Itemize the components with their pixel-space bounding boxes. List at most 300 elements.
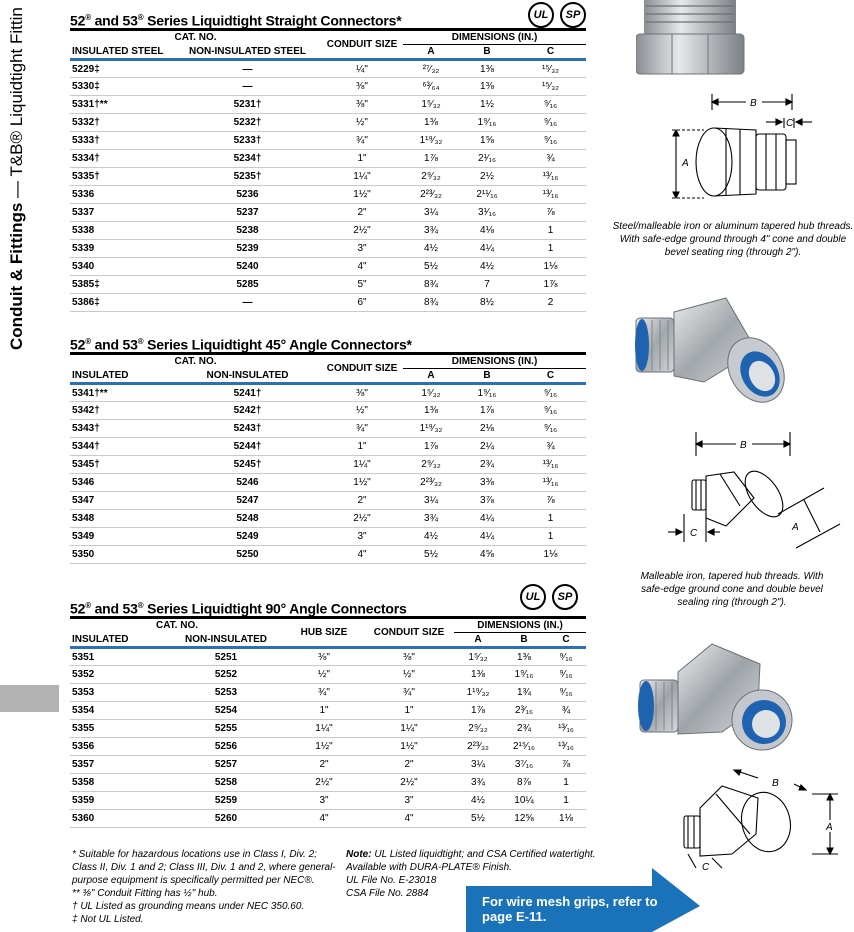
angle45-connectors-section: [70, 332, 586, 564]
table-cell: ¼": [321, 60, 403, 78]
table-cell: ⅞: [546, 756, 586, 774]
side-tab-text: [2, 0, 32, 350]
side-tab: [0, 0, 30, 380]
table-cell: 4¼: [459, 510, 515, 528]
dim-label-c-45: C: [690, 528, 698, 539]
table-cell: 1⁹⁄₁₆: [502, 666, 546, 684]
footnote-hub: ** ⅜" Conduit Fitting has ½" hub.: [72, 888, 218, 899]
side-gray-marker: [0, 685, 59, 712]
table-cell: 5238: [174, 222, 321, 240]
table-cell: ⁹⁄₁₆: [515, 420, 586, 438]
footnotes: [72, 848, 342, 926]
table-cell: 1⅜: [502, 648, 546, 666]
table-cell: 5357: [70, 756, 168, 774]
col-b: B: [502, 633, 546, 648]
note-line2: Available with DURA-PLATE® Finish.: [346, 862, 512, 873]
table-cell: ⁹⁄₁₆: [515, 96, 586, 114]
table-row: [70, 204, 586, 222]
table-cell: 5347: [70, 492, 174, 510]
table-cell: 3": [364, 792, 454, 810]
table-cell: 5330‡: [70, 78, 174, 96]
col-non-insulated: NON-INSULATED STEEL: [174, 45, 321, 60]
table-cell: ⁹⁄₁₆: [515, 132, 586, 150]
table-cell: —: [174, 60, 321, 78]
table-cell: 2⁹⁄₃₂: [403, 456, 459, 474]
table-cell: 5349: [70, 528, 174, 546]
ul-logo-icon: UL: [520, 584, 546, 610]
table-cell: 2½: [459, 168, 515, 186]
table-cell: 3¼: [454, 756, 502, 774]
footnote-grounding: † UL Listed as grounding means under NEC 350.60.: [72, 901, 305, 912]
table-cell: 1⅛: [515, 546, 586, 564]
table-cell: 1⅜: [459, 60, 515, 78]
table-cell: 1⁹⁄₁₆: [459, 384, 515, 402]
table-cell: 1¹⁹⁄₃₂: [403, 420, 459, 438]
table-cell: 5348: [70, 510, 174, 528]
csa-logo-icon: SP: [552, 584, 578, 610]
table-cell: 5354: [70, 702, 168, 720]
table-cell: 7: [459, 276, 515, 294]
table-cell: 1: [546, 792, 586, 810]
table-cell: 5360: [70, 810, 168, 828]
table-cell: 4": [321, 258, 403, 276]
table-cell: 5358: [70, 774, 168, 792]
table-cell: 1⅜: [459, 78, 515, 96]
ul-logo-icon: UL: [528, 2, 554, 28]
table-cell: 5258: [168, 774, 284, 792]
table-cell: 1½: [459, 96, 515, 114]
footnote-not-listed: ‡ Not UL Listed.: [72, 914, 144, 925]
table-cell: 2⅛: [459, 420, 515, 438]
table-cell: 1⁵⁄₃₂: [403, 384, 459, 402]
table-cell: 1": [321, 150, 403, 168]
table-cell: 5251: [168, 648, 284, 666]
table-cell: 5235†: [174, 168, 321, 186]
table-cell: 3¾: [403, 510, 459, 528]
table-cell: ⁹⁄₁₆: [515, 114, 586, 132]
table-cell: 5237: [174, 204, 321, 222]
table-cell: 1⅞: [454, 702, 502, 720]
angle90-connectors-section: [70, 591, 586, 828]
table-cell: 2³⁄₁₆: [502, 702, 546, 720]
table-cell: 2": [321, 204, 403, 222]
table-cell: 1⁵⁄₃₂: [454, 648, 502, 666]
table-cell: 3": [284, 792, 364, 810]
illustrations-column: [606, 0, 854, 932]
table-cell: ⅜": [284, 648, 364, 666]
table-cell: 5385‡: [70, 276, 174, 294]
straight-connector-photo: [636, 0, 746, 80]
table-cell: 1¾: [502, 684, 546, 702]
dim-label-a-90: A: [826, 822, 833, 833]
straight-connector-diagram: [616, 88, 846, 208]
table-cell: ⅜": [321, 96, 403, 114]
table-cell: —: [174, 78, 321, 96]
table-cell: 1½": [364, 738, 454, 756]
table-row: [70, 420, 586, 438]
table-cell: 5½: [403, 258, 459, 276]
dim-label-a: A: [682, 158, 689, 169]
col-insulated: INSULATED: [70, 633, 168, 648]
table-row: [70, 456, 586, 474]
table-cell: ¹⁵⁄₃₂: [515, 60, 586, 78]
table-row: [70, 492, 586, 510]
table-cell: 1⅛: [515, 258, 586, 276]
table-cell: 2½": [321, 510, 403, 528]
table-cell: ⁶³⁄₆₄: [403, 78, 459, 96]
table-cell: 5236: [174, 186, 321, 204]
table-cell: 5253: [168, 684, 284, 702]
table-cell: 2½": [284, 774, 364, 792]
table-cell: 5343†: [70, 420, 174, 438]
dim-label-b: B: [750, 98, 757, 109]
table-row: [70, 546, 586, 564]
angle90-connectors-table: [70, 616, 586, 828]
col-cat-no: CAT. NO.: [70, 618, 284, 633]
table-cell: 2¹⁵⁄₁₆: [502, 738, 546, 756]
table-cell: 3⅜: [459, 474, 515, 492]
table-cell: ¹³⁄₁₆: [515, 474, 586, 492]
table-cell: 2¹¹⁄₁₆: [459, 186, 515, 204]
table-row: [70, 792, 586, 810]
table-cell: ¹³⁄₁₆: [546, 720, 586, 738]
table-cell: 1¼": [284, 720, 364, 738]
table-cell: 5345†: [70, 456, 174, 474]
table-cell: ¾": [321, 420, 403, 438]
table-cell: ⁹⁄₁₆: [515, 402, 586, 420]
col-dimensions: DIMENSIONS (IN.): [403, 354, 586, 369]
table-cell: 5336: [70, 186, 174, 204]
table-cell: 5356: [70, 738, 168, 756]
table-cell: 12⅝: [502, 810, 546, 828]
table-cell: 10¼: [502, 792, 546, 810]
col-conduit-size: CONDUIT SIZE: [321, 354, 403, 384]
col-non-insulated: NON-INSULATED: [174, 369, 321, 384]
table-cell: 5260: [168, 810, 284, 828]
table-cell: 1½": [284, 738, 364, 756]
table-cell: 5233†: [174, 132, 321, 150]
col-conduit-size: CONDUIT SIZE: [364, 618, 454, 648]
dim-label-c: C: [786, 118, 794, 129]
table-cell: —: [174, 294, 321, 312]
table-cell: 1⅞: [403, 438, 459, 456]
table-cell: 1: [515, 528, 586, 546]
table-cell: 2": [321, 492, 403, 510]
table-cell: ¹³⁄₁₆: [515, 456, 586, 474]
table-cell: 1⅞: [515, 276, 586, 294]
table-cell: 5248: [174, 510, 321, 528]
dim-label-b-90: B: [772, 778, 779, 789]
table-cell: 5241†: [174, 384, 321, 402]
table-cell: ⅜": [364, 648, 454, 666]
table-row: [70, 648, 586, 666]
col-non-insulated: NON-INSULATED: [168, 633, 284, 648]
table-cell: 1": [321, 438, 403, 456]
col-insulated: INSULATED: [70, 369, 174, 384]
table-cell: ¹⁵⁄₃₂: [515, 78, 586, 96]
dim-label-b-45: B: [740, 440, 747, 451]
table-row: [70, 240, 586, 258]
table-cell: 1¹⁹⁄₃₂: [454, 684, 502, 702]
table-cell: 8¾: [403, 276, 459, 294]
table-cell: 1: [515, 240, 586, 258]
table-row: [70, 438, 586, 456]
table-row: [70, 474, 586, 492]
table-cell: ⁹⁄₁₆: [546, 684, 586, 702]
table-cell: 1¼": [364, 720, 454, 738]
table-cell: ²⁷⁄₃₂: [403, 60, 459, 78]
table-cell: 4¼: [459, 240, 515, 258]
table-cell: 2½": [364, 774, 454, 792]
table-cell: 1⅝: [459, 132, 515, 150]
col-b: B: [459, 45, 515, 60]
table-row: [70, 810, 586, 828]
straight-connectors-title: 52® and 53® Series Liquidtight Straight Connectors*: [70, 12, 402, 29]
table-cell: 1": [364, 702, 454, 720]
table-cell: 3⁷⁄₁₆: [502, 756, 546, 774]
table-cell: 8¾: [403, 294, 459, 312]
table-row: [70, 384, 586, 402]
table-cell: 1½": [321, 186, 403, 204]
table-cell: 2¹⁄₁₆: [459, 150, 515, 168]
col-cat-no: CAT. NO.: [70, 30, 321, 45]
table-cell: 5257: [168, 756, 284, 774]
cert-logos-top: [528, 2, 586, 28]
table-cell: 5247: [174, 492, 321, 510]
col-a: A: [403, 369, 459, 384]
table-cell: 2": [364, 756, 454, 774]
table-cell: 5351: [70, 648, 168, 666]
table-cell: 6": [321, 294, 403, 312]
table-cell: 5259: [168, 792, 284, 810]
table-cell: 5256: [168, 738, 284, 756]
col-cat-no: CAT. NO.: [70, 354, 321, 369]
side-tab-rest: — T&B® Liquidtight Fittin: [7, 7, 26, 203]
table-row: [70, 276, 586, 294]
table-cell: 3¾: [403, 222, 459, 240]
table-cell: 2¾: [502, 720, 546, 738]
table-cell: 5342†: [70, 402, 174, 420]
table-cell: ¾": [284, 684, 364, 702]
note-line3: UL File No. E-23018: [346, 875, 437, 886]
table-cell: 1⅞: [403, 150, 459, 168]
table-row: [70, 78, 586, 96]
table-cell: 5333†: [70, 132, 174, 150]
table-cell: 4⅛: [459, 222, 515, 240]
table-cell: 5245†: [174, 456, 321, 474]
dim-label-c-90: C: [702, 862, 710, 873]
col-dimensions: DIMENSIONS (IN.): [403, 30, 586, 45]
table-cell: 2¼: [459, 438, 515, 456]
table-cell: ⅞: [515, 492, 586, 510]
table-cell: 5341†**: [70, 384, 174, 402]
straight-connectors-section: [70, 8, 586, 312]
note-label: Note:: [346, 849, 372, 860]
table-cell: 4": [364, 810, 454, 828]
table-row: [70, 702, 586, 720]
table-cell: 1: [515, 510, 586, 528]
table-cell: 5339: [70, 240, 174, 258]
table-row: [70, 114, 586, 132]
table-row: [70, 168, 586, 186]
angle90-connectors-title: 52® and 53® Series Liquidtight 90° Angle Connectors: [70, 600, 407, 617]
table-cell: 5340: [70, 258, 174, 276]
table-cell: ½": [364, 666, 454, 684]
table-cell: ¾": [364, 684, 454, 702]
table-cell: ⁹⁄₁₆: [546, 666, 586, 684]
table-cell: 5350: [70, 546, 174, 564]
table-cell: ⁹⁄₁₆: [515, 384, 586, 402]
angle90-connector-diagram: [662, 764, 852, 874]
table-cell: 1¼": [321, 168, 403, 186]
table-cell: 3¹⁄₁₆: [459, 204, 515, 222]
table-cell: 5246: [174, 474, 321, 492]
table-cell: 5232†: [174, 114, 321, 132]
table-cell: 1⅞: [459, 402, 515, 420]
table-cell: ½": [284, 666, 364, 684]
table-cell: ¾": [321, 132, 403, 150]
table-cell: 1¼": [321, 456, 403, 474]
table-row: [70, 666, 586, 684]
angle45-caption: Malleable iron, tapered hub threads. With safe-edge ground cone and double bevel sealing ring (through 2").: [640, 571, 824, 608]
table-cell: 5332†: [70, 114, 174, 132]
col-dimensions: DIMENSIONS (IN.): [454, 618, 586, 633]
table-cell: ¹³⁄₁₆: [515, 186, 586, 204]
table-cell: ⅜": [321, 384, 403, 402]
table-row: [70, 222, 586, 240]
angle45-connector-diagram: [654, 428, 854, 558]
straight-connectors-table: [70, 28, 586, 312]
table-cell: 3¾: [454, 774, 502, 792]
col-c: C: [546, 633, 586, 648]
dim-label-a-45: A: [792, 522, 799, 533]
table-cell: 1": [284, 702, 364, 720]
table-cell: 5229‡: [70, 60, 174, 78]
table-cell: ⅞: [515, 204, 586, 222]
table-cell: 4¼: [459, 528, 515, 546]
table-cell: ½": [321, 114, 403, 132]
table-cell: 1⅜: [454, 666, 502, 684]
table-cell: 5240: [174, 258, 321, 276]
table-cell: ¹³⁄₁₆: [515, 168, 586, 186]
table-cell: 1⁹⁄₁₆: [459, 114, 515, 132]
table-row: [70, 774, 586, 792]
table-cell: 5285: [174, 276, 321, 294]
wire-mesh-grips-link[interactable]: For wire mesh grips, refer to page E-11.: [482, 894, 658, 924]
table-cell: 2: [515, 294, 586, 312]
table-cell: 5255: [168, 720, 284, 738]
table-cell: 5344†: [70, 438, 174, 456]
table-cell: 5": [321, 276, 403, 294]
table-cell: 2¾: [459, 456, 515, 474]
table-cell: 1¹⁹⁄₃₂: [403, 132, 459, 150]
table-cell: 5½: [454, 810, 502, 828]
footnote-hazardous: * Suitable for hazardous locations use in Class I, Div. 2; Class II, Div. 1 and 2; Class III, Div. 1 and 2, where general-purpose equipment is specifically permitted per NEC®.: [72, 849, 336, 886]
table-cell: ¹³⁄₁₆: [546, 738, 586, 756]
table-cell: 5239: [174, 240, 321, 258]
table-cell: 3¼: [403, 204, 459, 222]
col-conduit-size: CONDUIT SIZE: [321, 30, 403, 60]
table-cell: 4½: [459, 258, 515, 276]
table-row: [70, 186, 586, 204]
table-cell: 8½: [459, 294, 515, 312]
table-cell: 1⁵⁄₃₂: [403, 96, 459, 114]
col-insulated: INSULATED STEEL: [70, 45, 174, 60]
table-row: [70, 684, 586, 702]
table-cell: 1: [515, 222, 586, 240]
table-row: [70, 96, 586, 114]
table-cell: 1⅜: [403, 114, 459, 132]
table-cell: ¾: [546, 702, 586, 720]
table-cell: 5242†: [174, 402, 321, 420]
table-cell: 2²³⁄₃₂: [403, 474, 459, 492]
table-cell: 3¼: [403, 492, 459, 510]
table-cell: 2½": [321, 222, 403, 240]
table-cell: 5359: [70, 792, 168, 810]
table-cell: 5231†: [174, 96, 321, 114]
table-cell: 3": [321, 528, 403, 546]
table-cell: 5249: [174, 528, 321, 546]
table-cell: ¾: [515, 438, 586, 456]
table-cell: 3⅞: [459, 492, 515, 510]
table-cell: ½": [321, 402, 403, 420]
table-cell: 2²³⁄₃₂: [403, 186, 459, 204]
col-hub-size: HUB SIZE: [284, 618, 364, 648]
table-cell: 1⅛: [546, 810, 586, 828]
table-cell: 5355: [70, 720, 168, 738]
table-row: [70, 132, 586, 150]
col-c: C: [515, 45, 586, 60]
col-c: C: [515, 369, 586, 384]
table-cell: 5352: [70, 666, 168, 684]
table-cell: 8⅞: [502, 774, 546, 792]
table-row: [70, 150, 586, 168]
table-cell: 5337: [70, 204, 174, 222]
angle45-connectors-title: 52® and 53® Series Liquidtight 45° Angle Connectors*: [70, 336, 412, 353]
angle45-connectors-table: [70, 352, 586, 564]
table-row: [70, 294, 586, 312]
angle90-connector-photo: [634, 636, 804, 756]
table-cell: 2⁹⁄₃₂: [403, 168, 459, 186]
table-row: [70, 528, 586, 546]
straight-caption: Steel/malleable iron or aluminum tapered hub threads. With safe-edge ground through 4" cone and double bevel seating ring (through 2").: [612, 221, 854, 258]
table-cell: 5386‡: [70, 294, 174, 312]
table-cell: 5331†**: [70, 96, 174, 114]
table-cell: 5334†: [70, 150, 174, 168]
table-cell: ¾: [515, 150, 586, 168]
table-row: [70, 402, 586, 420]
table-cell: 5234†: [174, 150, 321, 168]
table-cell: 4": [321, 546, 403, 564]
table-cell: ⅜": [321, 78, 403, 96]
angle45-connector-photo: [634, 290, 794, 410]
table-cell: 2": [284, 756, 364, 774]
table-row: [70, 756, 586, 774]
table-cell: 2²³⁄₃₂: [454, 738, 502, 756]
table-cell: 5252: [168, 666, 284, 684]
table-cell: 5250: [174, 546, 321, 564]
col-b: B: [459, 369, 515, 384]
table-cell: 5335†: [70, 168, 174, 186]
cert-logos-mid: [520, 584, 578, 610]
table-cell: 4": [284, 810, 364, 828]
table-cell: 4½: [403, 528, 459, 546]
table-cell: 1⅜: [403, 402, 459, 420]
csa-logo-icon: SP: [560, 2, 586, 28]
table-cell: ⁹⁄₁₆: [546, 648, 586, 666]
table-row: [70, 720, 586, 738]
table-cell: 5353: [70, 684, 168, 702]
